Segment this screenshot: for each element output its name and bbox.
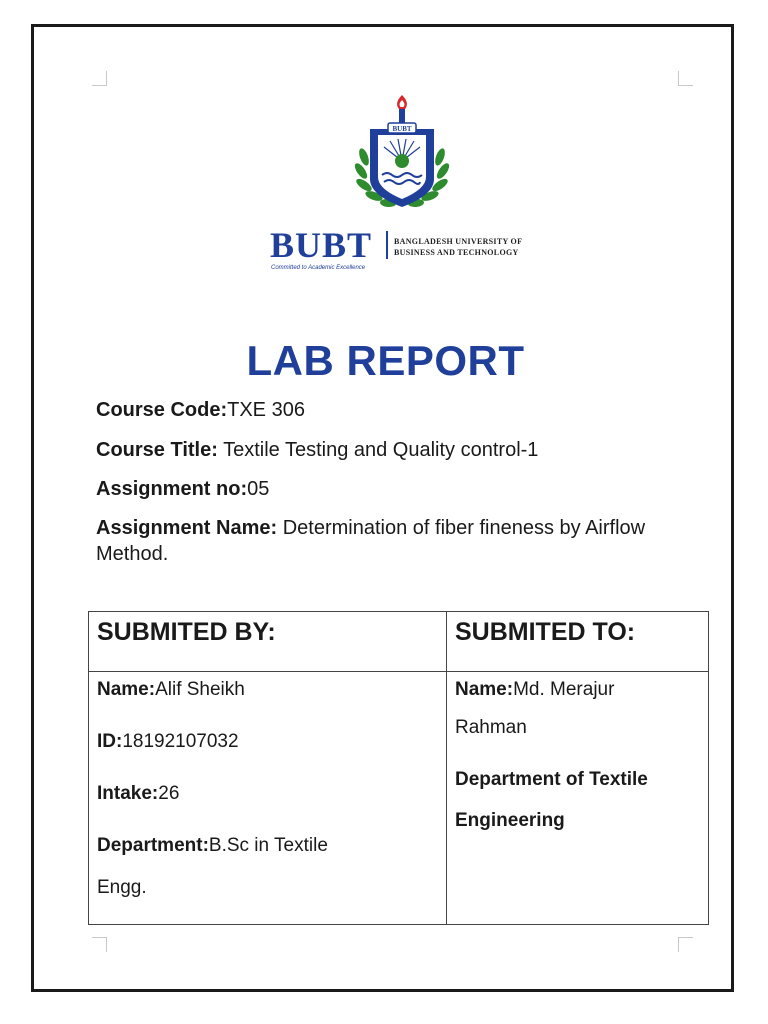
submitted-to-header: SUBMITED TO: xyxy=(447,612,709,672)
student-intake-value: 26 xyxy=(158,783,180,804)
course-title-label: Course Title: xyxy=(96,439,218,461)
crop-mark-bottom-left xyxy=(92,937,107,952)
course-title-value: Textile Testing and Quality control-1 xyxy=(217,439,539,461)
course-code-label: Course Code: xyxy=(96,399,228,421)
assignment-name-line xyxy=(96,515,676,567)
course-code-value: TXE 306 xyxy=(227,399,305,421)
student-intake-label: Intake: xyxy=(97,783,159,804)
university-name-line-1: BANGLADESH UNIVERSITY OF xyxy=(394,237,523,246)
teacher-name-line xyxy=(455,678,614,702)
student-department-continuation: Engg. xyxy=(97,877,147,898)
report-title: LAB REPORT xyxy=(246,337,525,384)
crop-mark-top-left xyxy=(92,71,107,86)
document-page xyxy=(31,24,734,992)
student-name-value: Alif Sheikh xyxy=(155,679,245,700)
university-name-line-2: BUSINESS AND TECHNOLOGY xyxy=(394,248,519,257)
course-title-line xyxy=(96,437,538,463)
student-department-line xyxy=(97,834,328,858)
teacher-department-line-2: Engineering xyxy=(455,810,565,831)
student-id-label: ID: xyxy=(97,731,123,752)
wordmark-divider xyxy=(386,231,388,259)
course-code-line xyxy=(96,397,305,423)
student-department-value: B.Sc in Textile xyxy=(208,835,328,856)
submitted-to-cell xyxy=(447,672,709,925)
submitted-by-header: SUBMITED BY: xyxy=(89,612,447,672)
teacher-department-line-1: Department of Textile xyxy=(455,769,648,790)
teacher-name-label: Name: xyxy=(455,679,514,700)
student-name-line xyxy=(97,678,245,702)
assignment-number-label: Assignment no: xyxy=(96,478,248,500)
student-intake-line xyxy=(97,782,179,806)
university-wordmark xyxy=(270,225,550,275)
assignment-number-value: 05 xyxy=(247,478,270,500)
crop-mark-top-right xyxy=(678,71,693,86)
submission-table xyxy=(88,611,709,925)
teacher-name-value: Md. Merajur xyxy=(513,679,615,700)
student-id-value: 18192107032 xyxy=(122,731,239,752)
student-name-label: Name: xyxy=(97,679,156,700)
university-tagline: Committed to Academic Excellence xyxy=(271,265,366,271)
crest-banner-text: BUBT xyxy=(392,125,412,133)
submitted-by-cell xyxy=(89,672,447,925)
university-abbreviation: BUBT xyxy=(270,225,373,265)
teacher-name-continuation: Rahman xyxy=(455,717,527,738)
university-crest-logo xyxy=(350,95,454,215)
assignment-number-line xyxy=(96,476,269,502)
student-department-label: Department: xyxy=(97,835,209,856)
assignment-name-value: Determination of fiber fineness by Airflow Method. xyxy=(96,517,646,565)
assignment-name-label: Assignment Name: xyxy=(96,517,278,539)
student-id-line xyxy=(97,730,239,754)
crop-mark-bottom-right xyxy=(678,937,693,952)
